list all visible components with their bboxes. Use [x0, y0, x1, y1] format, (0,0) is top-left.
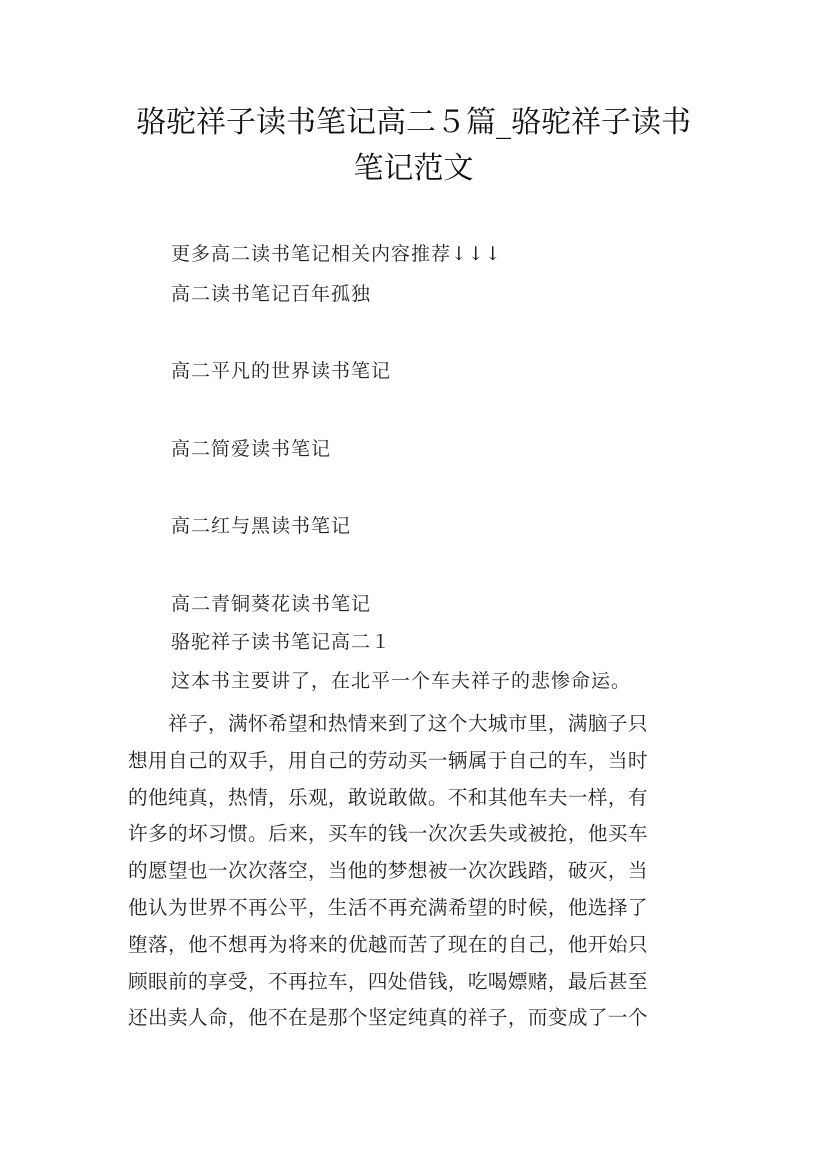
paragraph-line: 想用自己的双手，用自己的劳动买一辆属于自己的车，当时	[128, 748, 648, 772]
paragraph-line: 堕落，他不想再为将来的优越而苦了现在的自己，他开始只	[128, 932, 648, 956]
link-item[interactable]: 高二红与黑读书笔记	[171, 515, 352, 537]
document-title	[100, 100, 727, 192]
paragraph-line: 的他纯真，热情，乐观，敢说敢做。不和其他车夫一样，有	[128, 785, 648, 809]
recommend-text: 更多高二读书笔记相关内容推荐↓↓↓	[171, 243, 502, 265]
body-paragraph	[128, 706, 702, 1037]
section-heading: 骆驼祥子读书笔记高二１	[171, 631, 392, 653]
paragraph-line: 祥子，满怀希望和热情来到了这个大城市里，满脑子只	[128, 712, 648, 735]
paragraph-line: 许多的坏习惯。后来，买车的钱一次次丢失或被抢，他买车	[128, 822, 648, 846]
paragraph-line: 的愿望也一次次落空，当他的梦想被一次次践踏，破灭，当	[128, 859, 648, 883]
paragraph-line: 还出卖人命，他不在是那个坚定纯真的祥子，而变成了一个	[128, 1006, 648, 1030]
paragraph-line: 他认为世界不再公平，生活不再充满希望的时候，他选择了	[128, 895, 648, 919]
link-item[interactable]: 高二简爱读书笔记	[171, 438, 332, 460]
title-line-2: 笔记范文	[353, 151, 474, 186]
title-line-1: 骆驼祥子读书笔记高二５篇_骆驼祥子读书	[136, 105, 691, 140]
link-item[interactable]: 高二读书笔记百年孤独	[171, 283, 372, 305]
link-item[interactable]: 高二青铜葵花读书笔记	[171, 593, 372, 615]
intro-paragraph: 这本书主要讲了，在北平一个车夫祥子的悲惨命运。	[171, 670, 632, 692]
paragraph-line: 顾眼前的享受，不再拉车，四处借钱，吃喝嫖赌，最后甚至	[128, 969, 648, 993]
link-item[interactable]: 高二平凡的世界读书笔记	[171, 360, 392, 382]
